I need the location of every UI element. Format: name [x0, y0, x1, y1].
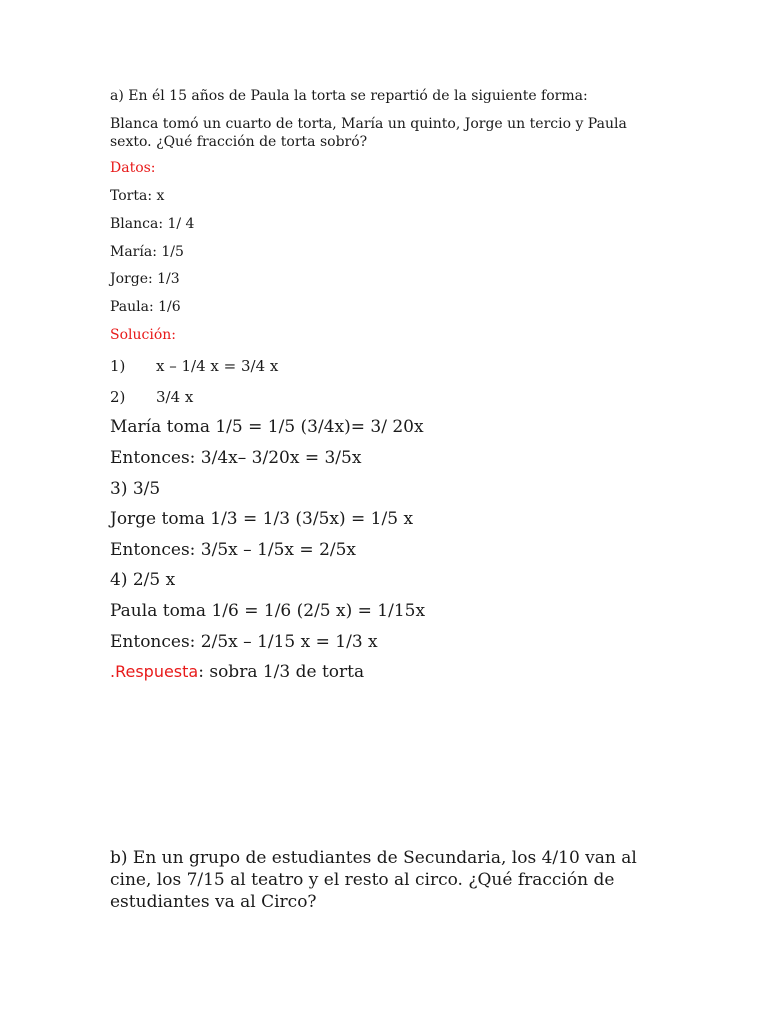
entonces-1: Entonces: 3/4x– 3/20x = 3/5x	[110, 448, 362, 468]
step-2-text: 3/4 x	[156, 388, 194, 406]
problem-a-statement: a) En él 15 años de Paula la torta se repartió de la siguiente forma:	[110, 88, 588, 104]
entonces-3: Entonces: 2/5x – 1/15 x = 1/3 x	[110, 632, 378, 652]
respuesta-label: .Respuesta	[110, 662, 199, 681]
problem-b-line2: cine, los 7/15 al teatro y el resto al circo. ¿Qué fracción de	[110, 870, 615, 890]
datos-item: Jorge: 1/3	[110, 271, 180, 287]
step-4: 4) 2/5 x	[110, 570, 176, 590]
step-1-number: 1)	[110, 357, 126, 375]
datos-item: Torta: x	[110, 188, 165, 204]
datos-heading: Datos:	[110, 160, 156, 176]
datos-item: Paula: 1/6	[110, 299, 181, 315]
datos-item: Blanca: 1/ 4	[110, 216, 195, 232]
answer-line	[110, 662, 364, 682]
step-2	[110, 388, 193, 406]
step-2-number: 2)	[110, 388, 126, 406]
entonces-2: Entonces: 3/5x – 1/5x = 2/5x	[110, 540, 357, 560]
paula-line: Paula toma 1/6 = 1/6 (2/5 x) = 1/15x	[110, 601, 426, 621]
respuesta-text: : sobra 1/3 de torta	[198, 662, 365, 682]
jorge-line: Jorge toma 1/3 = 1/3 (3/5x) = 1/5 x	[110, 509, 414, 529]
step-3: 3) 3/5	[110, 479, 161, 499]
solucion-heading: Solución:	[110, 327, 176, 343]
step-1-text: x – 1/4 x = 3/4 x	[156, 357, 279, 375]
maria-line: María toma 1/5 = 1/5 (3/4x)= 3/ 20x	[110, 417, 424, 437]
problem-a-line2: Blanca tomó un cuarto de torta, María un quinto, Jorge un tercio y Paula	[110, 116, 627, 132]
problem-b-line1: b) En un grupo de estudiantes de Secundaria, los 4/10 van al	[110, 848, 637, 868]
problem-b-line3: estudiantes va al Circo?	[110, 892, 317, 912]
step-1	[110, 357, 278, 375]
datos-item: María: 1/5	[110, 244, 184, 260]
problem-a-line3: sexto. ¿Qué fracción de torta sobró?	[110, 134, 368, 150]
